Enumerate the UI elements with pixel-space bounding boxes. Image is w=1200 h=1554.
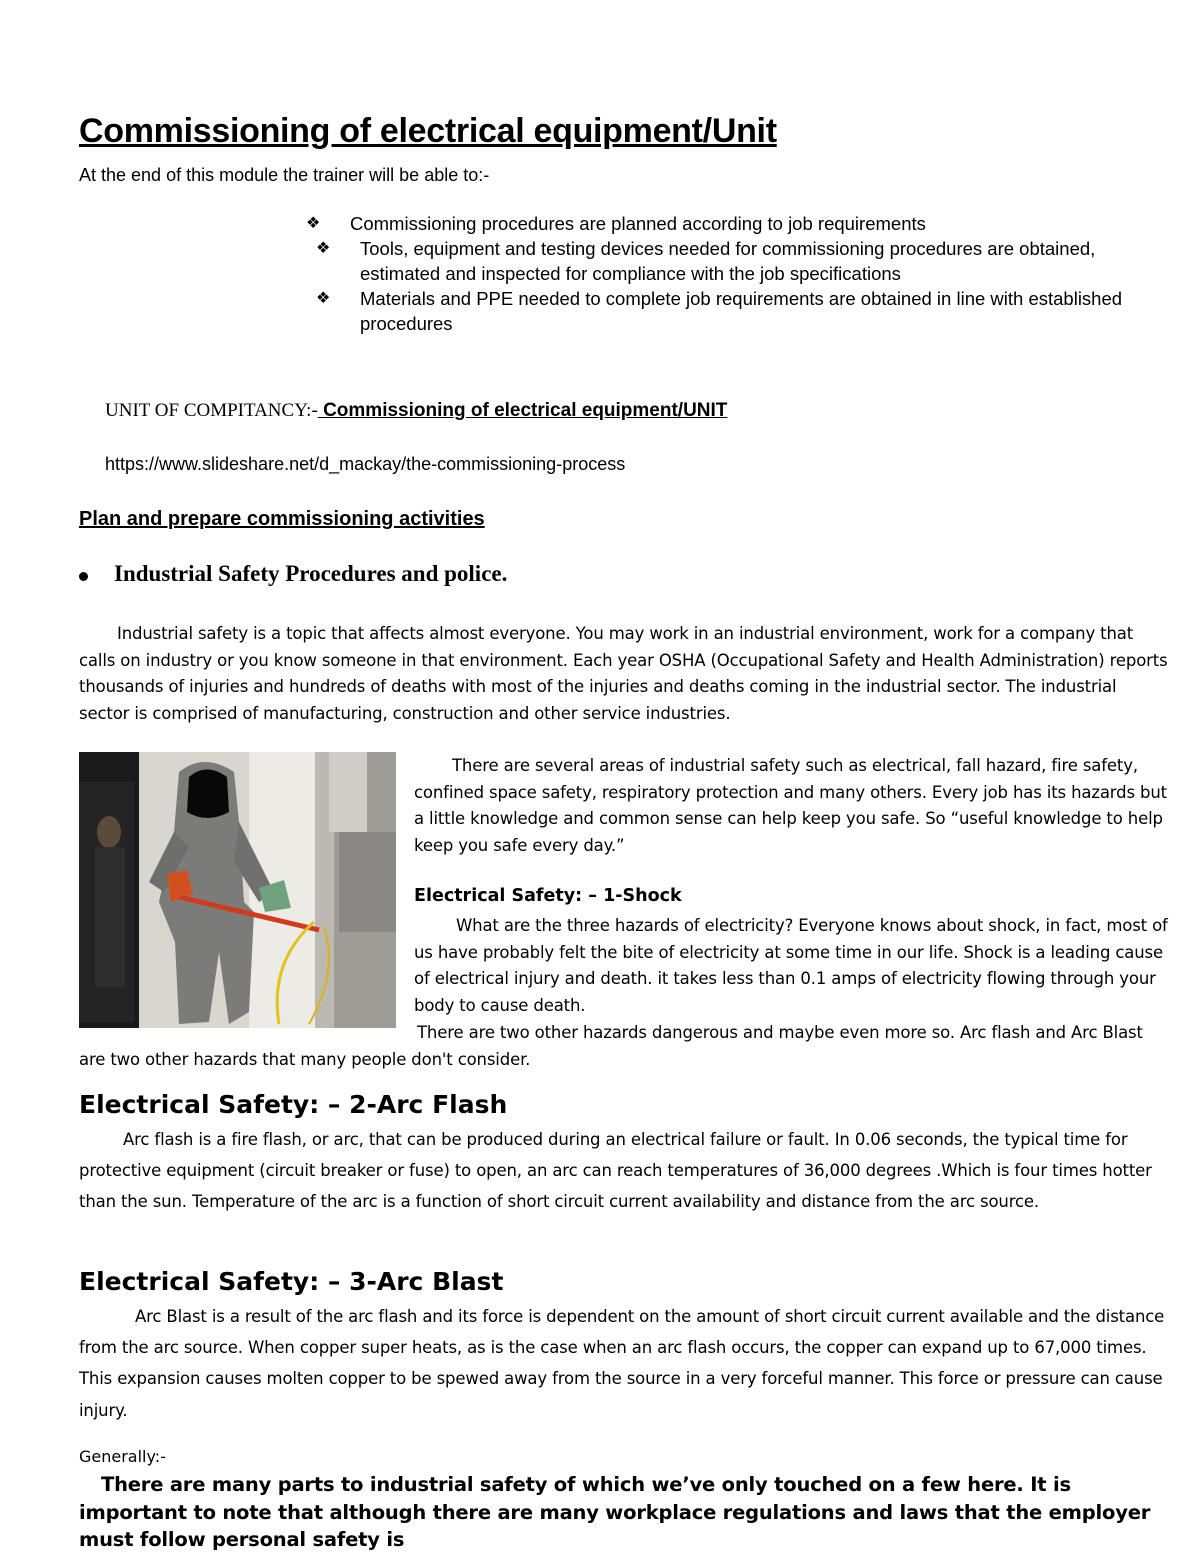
plan-heading: Plan and prepare commissioning activities — [79, 508, 485, 530]
bullet-dot-icon — [79, 572, 88, 581]
list-item: ❖ Tools, equipment and testing devices needed for commissioning procedures are obtained, estimated and inspected for compliance with the job specifications — [316, 238, 1096, 284]
intro-text: At the end of this module the trainer will be able to:- — [79, 165, 490, 185]
industrial-safety-heading: Industrial Safety Procedures and police. — [114, 561, 508, 586]
arc-flash-paragraph: Arc flash is a fire flash, or arc, that can be produced during an electrical failure or fault. In 0.06 seconds, the typical time for protective equipment (circuit breaker or fuse) to open, an arc can reach temperatures of 36,000 degrees .Which is four times hotter than the sun. Temperature of the arc is a function of short circuit current availability and distance from the arc source. — [79, 1130, 1152, 1212]
list-item: ❖ Commissioning procedures are planned according to job requirements — [306, 213, 926, 234]
generally-label: Generally:- — [79, 1447, 166, 1466]
arc-blast-paragraph: Arc Blast is a result of the arc flash and its force is dependent on the amount of short circuit current available and the distance from the arc source. When copper super heats, as is the case when an arc flash occurs, the copper can expand up to 67,000 times. This expansion causes molten copper to be spewed away from the source in a very forceful manner. This force or pressure can cause injury. — [79, 1307, 1165, 1420]
diamond-bullet-icon: ❖ — [316, 290, 331, 307]
list-item: ❖ Materials and PPE needed to complete job requirements are obtained in line with established procedures — [316, 288, 1123, 334]
diamond-bullet-icon: ❖ — [316, 240, 331, 257]
document-title: Commissioning of electrical equipment/Unit — [79, 112, 777, 150]
arc-flash-heading: Electrical Safety: – 2-Arc Flash — [79, 1090, 508, 1119]
industrial-safety-paragraph: Industrial safety is a topic that affects almost everyone. You may work in an industrial environment, work for a company that calls on industry or you know someone in that environment. Each year OSHA (Occupational Safety and Health Administration) reports thousands of injuries and hundreds of deaths with most of the injuries and deaths coming in the industrial sector. The industrial sector is comprised of manufacturing, construction and other service industries. — [79, 624, 1168, 723]
other-hazards-paragraph: There are two other hazards dangerous and maybe even more so. Arc flash and Arc Blast are two other hazards that many people don't consider. — [79, 1023, 1143, 1069]
objectives-list — [300, 211, 1140, 336]
unit-value: Commissioning of electrical equipment/UNIT — [317, 400, 728, 421]
shock-heading: Electrical Safety: – 1-Shock — [414, 886, 682, 906]
shock-paragraph: What are the three hazards of electricity? Everyone knows about shock, in fact, most of us have probably felt the bite of electricity at some time in our life. Shock is a leading cause of electrical injury and death. it takes less than 0.1 amps of electricity flowing through your body to cause death. — [414, 916, 1168, 1015]
general-paragraph: There are many parts to industrial safety of which we’ve only touched on a few here. It is important to note that although there are many workplace regulations and laws that the employer must follow personal safety is — [79, 1473, 1151, 1551]
safety-areas-paragraph: There are several areas of industrial safety such as electrical, fall hazard, fire safety, confined space safety, respiratory protection and many others. Every job has its hazards but a little knowledge and common sense can help keep you safe. So “useful knowledge to help keep you safe every day.” — [414, 756, 1167, 855]
reference-link[interactable]: https://www.slideshare.net/d_mackay/the-commissioning-process — [105, 454, 626, 474]
unit-of-competency — [105, 400, 727, 422]
arc-flash-suit-photo — [79, 752, 396, 1028]
unit-label: UNIT OF COMPITANCY:- — [105, 400, 318, 421]
diamond-bullet-icon: ❖ — [306, 215, 321, 232]
arc-blast-heading: Electrical Safety: – 3-Arc Blast — [79, 1267, 504, 1296]
